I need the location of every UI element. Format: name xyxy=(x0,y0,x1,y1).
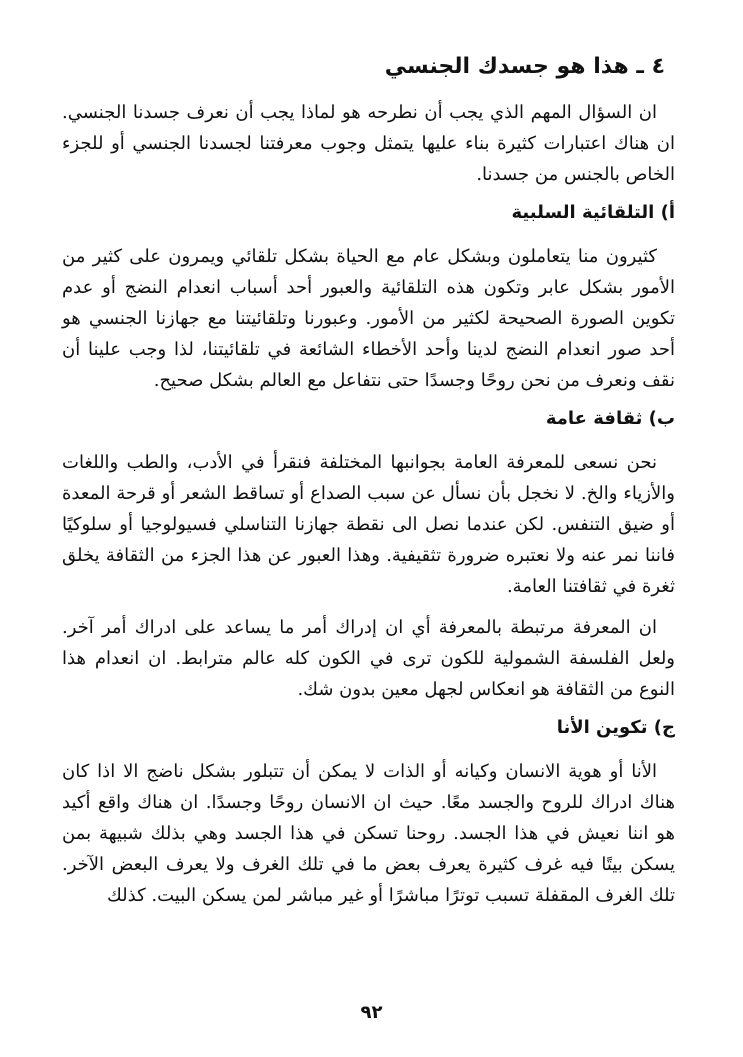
paragraph: ان المعرفة مرتبطة بالمعرفة أي ان إدراك أمر ما يساعد على ادراك أمر آخر. ولعل الفلسفة الشمولية للكون ترى في الكون كله عالم مترابط. ان انعدام هذا النوع من الثقافة هو انعكاس لجهل معين بدون شك. xyxy=(62,617,675,701)
subsection-title-ego-formation: ج) تكوين الأنا xyxy=(556,717,675,739)
subsection-title-passive-automaticity: أ) التلقائية السلبية xyxy=(511,201,675,223)
paragraph: نحن نسعى للمعرفة العامة بجوانبها المختلفة فنقرأ في الأدب، والطب واللغات والأزياء والخ. لا نخجل بأن نسأل عن سبب الصداع أو تساقط الشعر أو قرحة المعدة أو ضيق التنفس. لكن عندما نصل الى نقطة جهازنا التناسلي فسيولوجيا أو سلوكيًا فاننا نمر عنه ولا نعتبره ضرورة تثقيفية. وهذا العبور عن هذا الجزء من الثقافة يخلق ثغرة في ثقافتنا العامة. xyxy=(62,452,675,598)
subsection-title-general-culture: ب) ثقافة عامة xyxy=(545,407,675,429)
section-title: ٤ ـ هذا هو جسدك الجنسي xyxy=(384,54,665,79)
intro-paragraph: ان السؤال المهم الذي يجب أن نطرحه هو لماذا يجب أن نعرف جسدنا الجنسي. ان هناك اعتبارات كثيرة بناء عليها يتمثل وجوب معرفتنا لجسدنا الجنسي أو للجزء الخاص بالجنس من جسدنا. xyxy=(62,101,675,185)
paragraph: كثيرون منا يتعاملون وبشكل عام مع الحياة بشكل تلقائي ويمرون على كثير من الأمور بشكل عابر وتكون هذه التلقائية والعبور أحد أسباب انعدام النضج أو عدم تكوين الصورة الصحيحة لكثير من الأمور. وعبورنا وتلقائيتنا مع جهازنا الجنسي هو أحد صور انعدام النضج لدينا وأحد الأخطاء الشائعة في تلقائيتنا، لذا وجب علينا أن نقف ونعرف من نحن روحًا وجسدًا حتى نتفاعل مع العالم بشكل صحيح. xyxy=(62,245,676,391)
page-number: ٩٢ xyxy=(360,1002,383,1023)
paragraph: الأنا أو هوية الانسان وكيانه أو الذات لا يمكن أن تتبلور بشكل ناضج الا اذا كان هناك ادراك للروح والجسد معًا. حيث ان الانسان روحًا وجسدًا. ان هناك واقع أكيد هو اننا نعيش في هذا الجسد. روحنا تسكن في هذا الجسد وهي بذلك شبيهة بمن يسكن بيتًا فيه غرف كثيرة يعرف بعض ما في تلك الغرف ولا يعرف البعض الآخر. تلك الغرف المقفلة تسبب توترًا مباشرًا أو غير مباشر لمن يسكن البيت. كذلك xyxy=(62,761,675,907)
